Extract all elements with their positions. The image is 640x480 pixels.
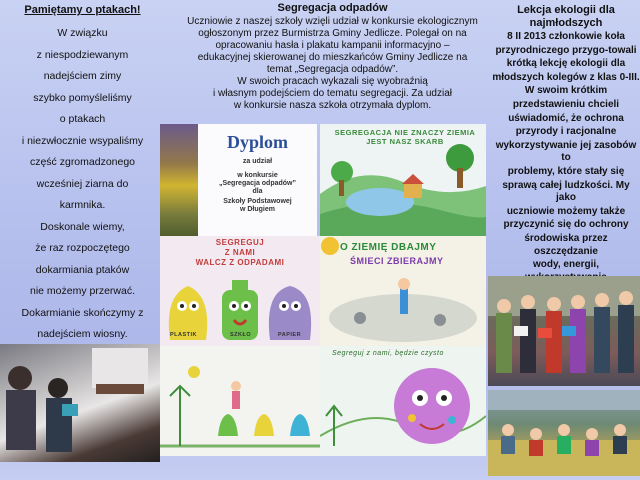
left-column bbox=[0, 4, 165, 346]
poster-slogan: Z NAMI bbox=[224, 248, 256, 257]
middle-heading: Segregacja odpadów bbox=[277, 2, 388, 14]
diploma-line: „Segregacja odpadów” bbox=[218, 180, 297, 187]
right-line: młodszych kolegów z klas 0-III. bbox=[492, 71, 640, 83]
left-line: Dokarmianie skończymy z bbox=[21, 306, 144, 319]
right-line: sprawą całej ludzkości. My jako bbox=[502, 179, 630, 204]
poster-slogan: SEGREGUJ bbox=[215, 238, 265, 247]
right-heading: najmłodszych bbox=[529, 17, 603, 29]
left-line: część zgromadzonego bbox=[29, 156, 136, 168]
right-line: uświadomić, że ochrona bbox=[508, 112, 624, 124]
right-line: środowiska przez oszczędzanie bbox=[524, 232, 608, 257]
left-heading: Pamiętamy o ptakach! bbox=[24, 4, 141, 16]
bin-label-plastic: PLASTIK bbox=[170, 332, 198, 338]
poster-slogan: WALCZ Z ODPADAMI bbox=[195, 258, 285, 267]
right-line: krótką lekcję ekologii dla bbox=[506, 58, 626, 70]
diploma-line: Szkoły Podstawowej bbox=[223, 198, 292, 205]
middle-line: w konkursie nasza szkoła otrzymała dyplom. bbox=[233, 100, 432, 111]
middle-line: ogłoszonym przez Burmistrza Gminy Jedlicze. Polegał on na bbox=[198, 28, 467, 39]
flowers-decoration bbox=[160, 124, 198, 236]
bins-illustration bbox=[160, 236, 320, 346]
right-heading: Lekcja ekologii dla bbox=[517, 4, 615, 16]
left-line: nadejściem wiosny. bbox=[37, 328, 128, 340]
left-line: nadejściem zimy bbox=[43, 70, 122, 82]
students-group-photo bbox=[488, 276, 640, 386]
poster-drawing-meadow bbox=[160, 346, 320, 456]
left-line: wcześniej ziarna do bbox=[36, 177, 129, 190]
photo-bird-feeding bbox=[0, 344, 160, 462]
left-line: Doskonale wiemy, bbox=[40, 220, 125, 233]
diploma-line: w konkursie bbox=[237, 172, 278, 179]
right-line: przedstawieniu chcieli bbox=[512, 98, 620, 110]
right-line: wykorzystywanie jej zasobów to bbox=[495, 139, 637, 164]
right-line: uczniowie możemy także bbox=[506, 205, 626, 217]
poster-slogan: SEGREGACJA NIE ZNACZY ZIEMIA JEST NASZ SKARB bbox=[334, 128, 476, 146]
poster-drawing-creature bbox=[320, 346, 486, 456]
poster-drawing-landscape bbox=[320, 124, 486, 236]
poster-slogan: O ZIEMIĘ DBAJMY bbox=[340, 242, 437, 253]
right-column bbox=[492, 4, 640, 298]
right-line: przyrody i racjonalne bbox=[515, 126, 617, 138]
diploma-image bbox=[160, 124, 317, 236]
diploma-line: w Długiem bbox=[239, 206, 275, 213]
diploma-line: za udział bbox=[242, 158, 273, 165]
classroom-photo bbox=[488, 390, 640, 476]
poster-slogan: Segreguj z nami, będzie czysto bbox=[332, 350, 444, 357]
middle-line: W swoich pracach wykazali się wyobraźnią bbox=[237, 76, 428, 87]
creature-illustration bbox=[320, 346, 486, 456]
middle-column bbox=[165, 2, 500, 112]
bin-label-glass: SZKŁO bbox=[230, 332, 252, 338]
photo-classroom bbox=[488, 390, 640, 476]
right-line: wody, energii, bbox=[533, 259, 599, 271]
middle-line: opracowaniu hasła i plakatu kampanii informacyjno – bbox=[215, 40, 450, 51]
poster-drawing-bins bbox=[160, 236, 320, 346]
right-line: przyczynić się do ochrony bbox=[503, 219, 629, 231]
diploma-line: dla bbox=[252, 188, 263, 195]
diploma-title: Dyplom bbox=[226, 132, 288, 152]
right-line: W swoim krótkim bbox=[524, 85, 608, 97]
left-line: szybko pomyśleliśmy bbox=[33, 91, 132, 104]
bird-feeding-photo bbox=[0, 344, 160, 462]
left-line: że raz rozpoczętego bbox=[35, 242, 130, 254]
middle-line: edukacyjnej skierowanej do mieszkańców Gminy Jedlicze na bbox=[197, 52, 468, 63]
right-line: problemy, które stały się bbox=[507, 165, 625, 177]
left-line: W związku bbox=[57, 27, 108, 39]
left-line: i niezwłocznie wsypaliśmy bbox=[21, 134, 144, 147]
photo-students-group bbox=[488, 276, 640, 386]
meadow-illustration bbox=[160, 346, 320, 456]
middle-line: i własnym podejściem do tematu segregacji. Za udział bbox=[213, 88, 452, 99]
left-line: karmnika. bbox=[59, 199, 106, 211]
right-line: 8 II 2013 członkowie koła bbox=[507, 31, 625, 42]
left-line: nie możemy przerwać. bbox=[29, 285, 136, 297]
poster-slogan: ŚMIECI ZBIERAJMY bbox=[350, 256, 444, 266]
bin-label-paper: PAPIER bbox=[278, 332, 302, 338]
poster-drawing-earth bbox=[320, 236, 486, 346]
left-line: o ptakach bbox=[59, 113, 106, 125]
left-line: dokarmiania ptaków bbox=[35, 263, 130, 276]
earth-illustration bbox=[320, 236, 486, 346]
middle-line: Uczniowie z naszej szkoły wzięli udział w konkursie ekologicznym bbox=[187, 16, 478, 27]
left-line: z niespodziewanym bbox=[36, 48, 129, 61]
right-line: przyrodniczego przygo-towali bbox=[495, 44, 637, 56]
middle-line: temat „Segregacja odpadów”. bbox=[266, 64, 399, 75]
